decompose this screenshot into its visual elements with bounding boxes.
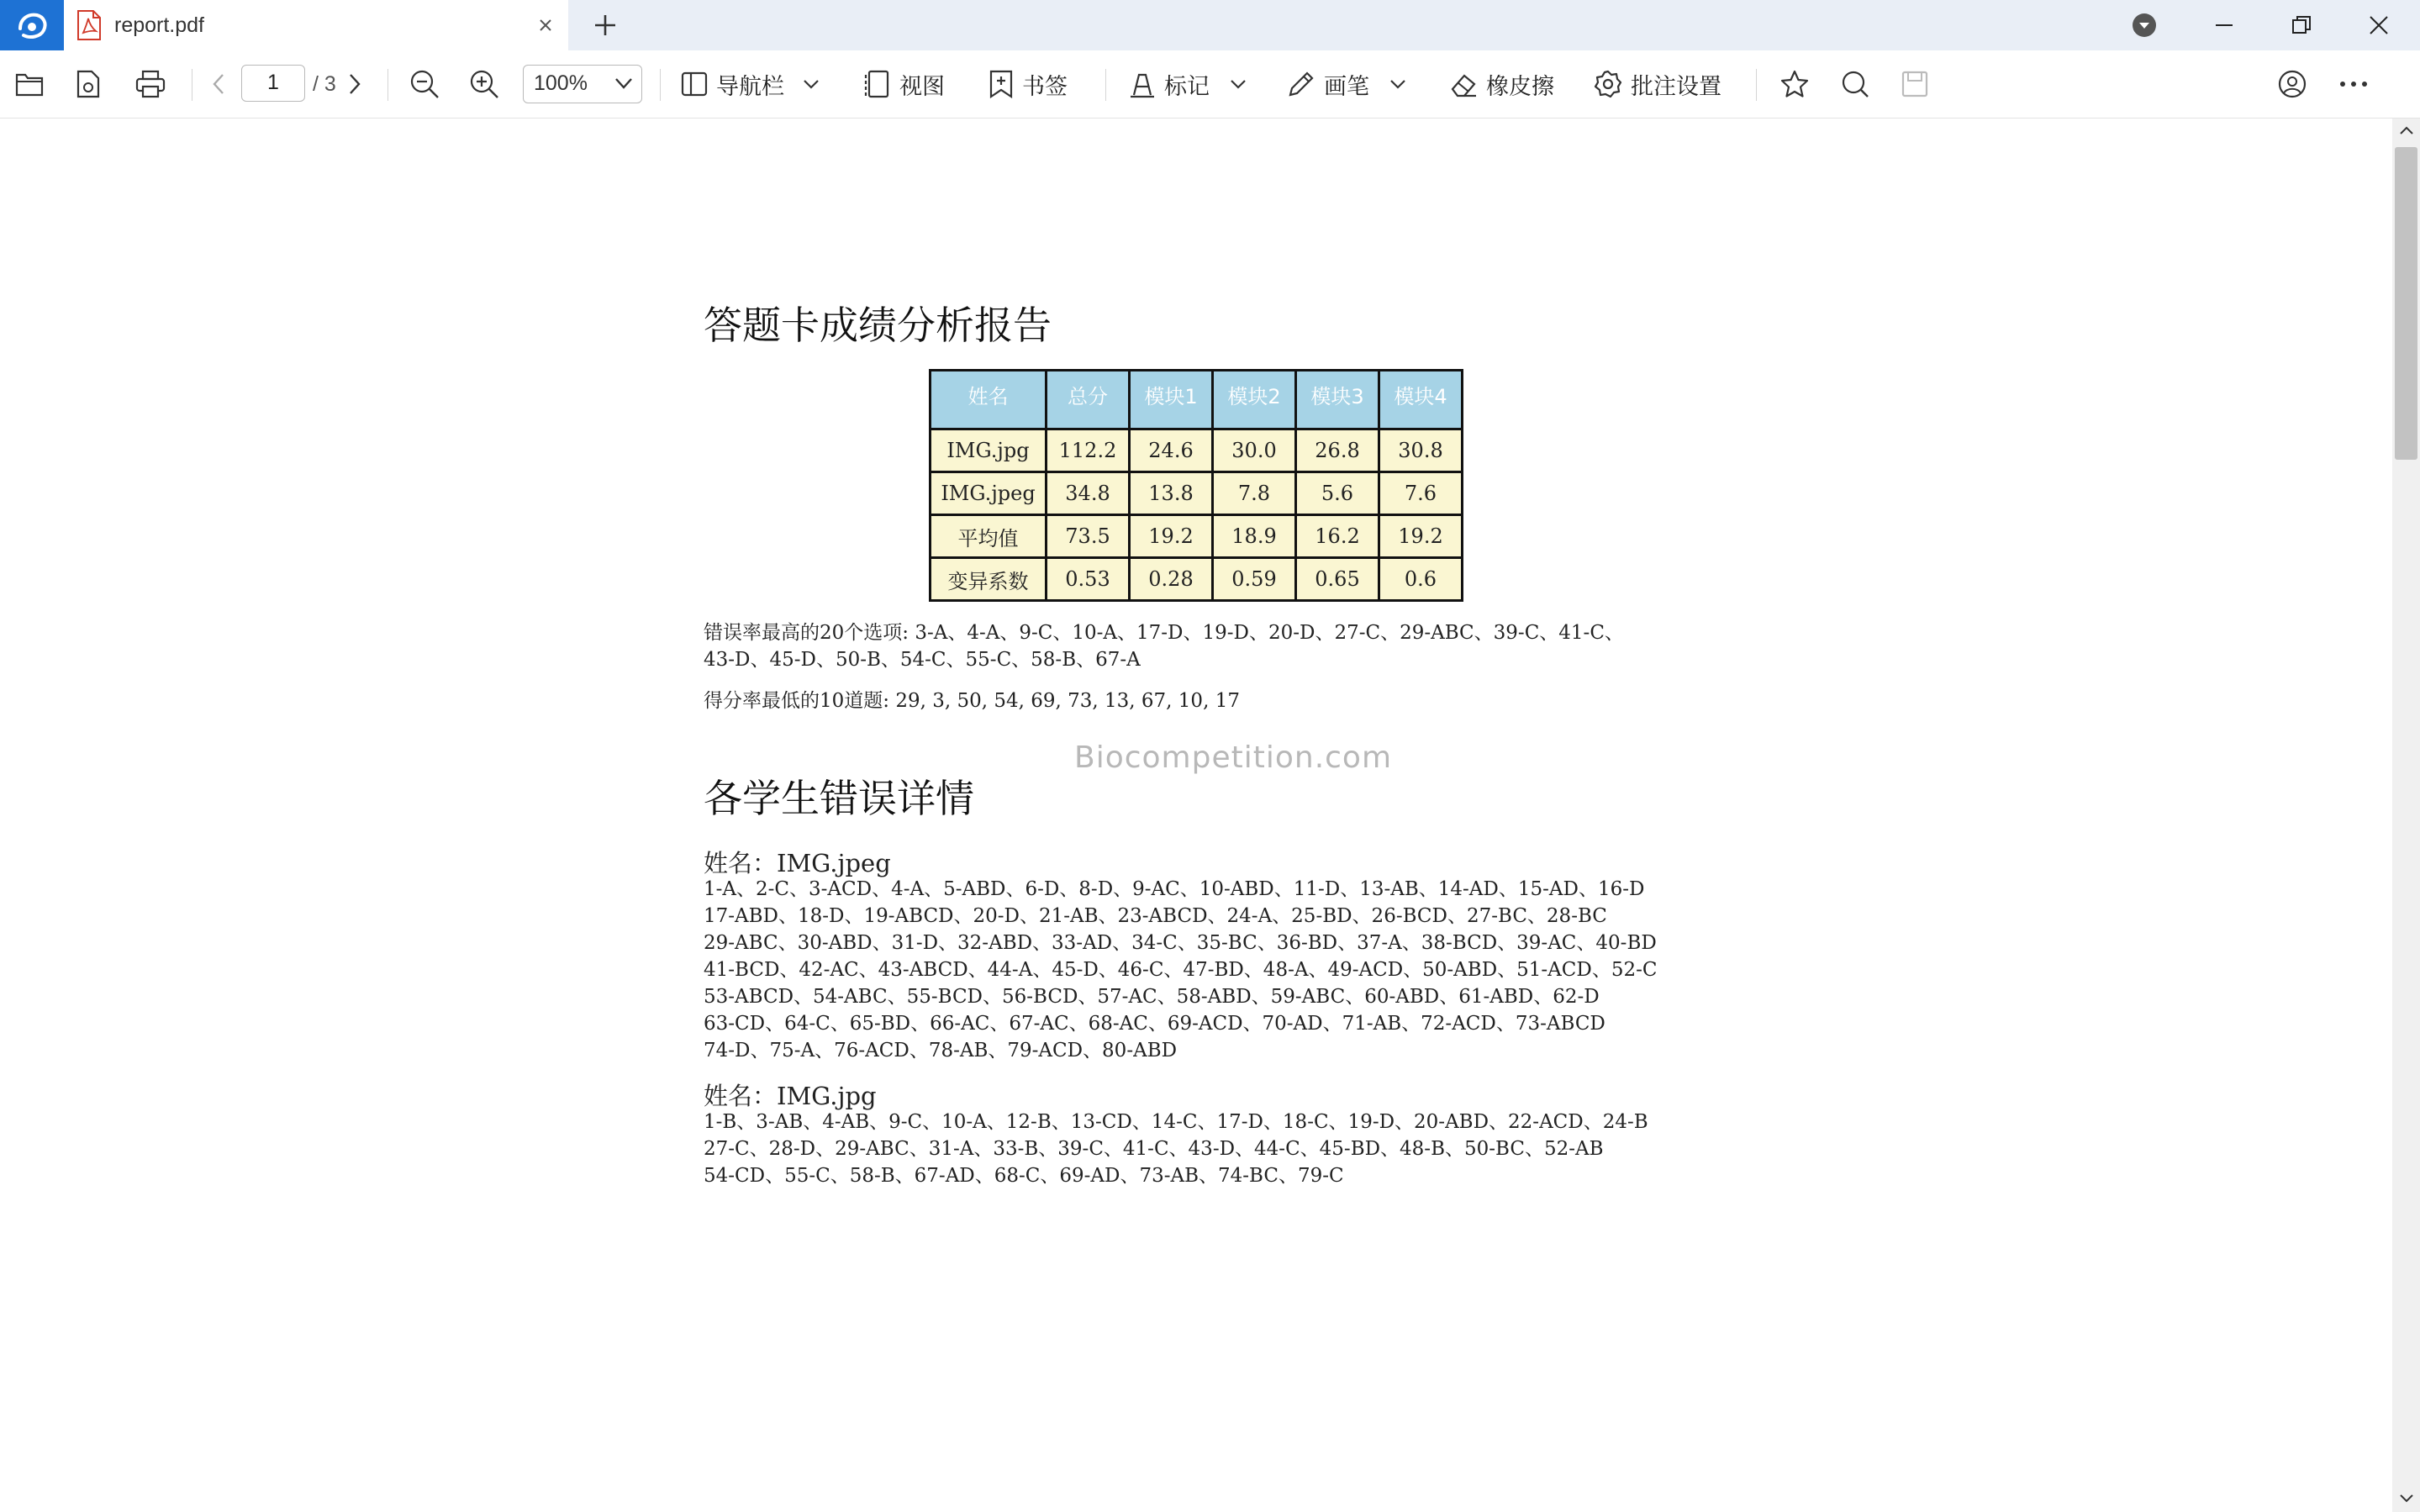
column-header: 模块4 xyxy=(1379,371,1463,429)
table-row xyxy=(931,472,1463,515)
eraser-label: 橡皮擦 xyxy=(1486,73,1554,100)
table-cell: 30.8 xyxy=(1379,429,1463,472)
page-view-icon xyxy=(864,70,891,98)
table-row xyxy=(931,515,1463,558)
error-line: 1-B、3-AB、4-AB、9-C、10-A、12-B、13-CD、14-C、17-D、18-C、19-D、20-ABD、22-ACD、24-B xyxy=(704,1111,1648,1133)
bookmark-add-icon xyxy=(989,70,1014,98)
favorite-button[interactable] xyxy=(1780,50,1809,118)
zoom-in-button[interactable] xyxy=(469,50,499,118)
zoom-in-icon xyxy=(469,69,499,99)
gear-icon xyxy=(1594,70,1622,98)
previous-page-button[interactable] xyxy=(211,50,226,118)
bookmark-label: 书签 xyxy=(1022,73,1068,100)
table-cell: 18.9 xyxy=(1213,515,1296,558)
table-cell: 112.2 xyxy=(1047,429,1130,472)
table-cell: 26.8 xyxy=(1296,429,1379,472)
bookmark-button[interactable] xyxy=(989,50,1068,118)
table-header-row xyxy=(931,371,1463,429)
sidebar-icon xyxy=(681,71,708,97)
table-cell: 16.2 xyxy=(1296,515,1379,558)
table-cell: 73.5 xyxy=(1047,515,1130,558)
save-file-button[interactable] xyxy=(76,50,101,118)
chevron-right-icon xyxy=(347,72,362,96)
app-logo-icon[interactable] xyxy=(0,0,64,50)
table-cell: 0.28 xyxy=(1130,558,1213,601)
table-cell: 24.6 xyxy=(1130,429,1213,472)
error-line: 74-D、75-A、76-ACD、78-AB、79-ACD、80-ABD xyxy=(704,1040,1178,1062)
error-options-line: 43-D、45-D、50-B、54-C、55-C、58-B、67-A xyxy=(704,649,1141,671)
search-icon xyxy=(1841,70,1869,98)
lowest-questions-text: 得分率最低的10道题: 29, 3, 50, 54, 69, 73, 13, 67, 10, 17 xyxy=(704,690,1240,712)
printer-icon xyxy=(135,70,166,98)
table-cell: 30.0 xyxy=(1213,429,1296,472)
chevron-down-icon xyxy=(803,78,820,90)
zoom-out-icon xyxy=(409,69,440,99)
close-tab-icon[interactable] xyxy=(531,11,560,40)
scroll-thumb[interactable] xyxy=(2395,147,2417,460)
new-tab-button[interactable] xyxy=(588,10,622,40)
score-table xyxy=(929,369,1463,602)
chevron-left-icon xyxy=(211,72,226,96)
draw-button[interactable] xyxy=(1287,50,1406,118)
table-cell: 5.6 xyxy=(1296,472,1379,515)
table-cell: 19.2 xyxy=(1379,515,1463,558)
zoom-out-button[interactable] xyxy=(409,50,440,118)
pdf-file-icon xyxy=(76,10,103,40)
table-cell: IMG.jpg xyxy=(931,429,1047,472)
eraser-button[interactable] xyxy=(1449,50,1554,118)
eraser-icon xyxy=(1449,71,1478,97)
annotation-settings-button[interactable] xyxy=(1594,50,1721,118)
section-title: 各学生错误详情 xyxy=(704,776,974,821)
scroll-down-icon[interactable] xyxy=(2399,1494,2414,1504)
student-error-list xyxy=(704,1109,1648,1189)
error-line: 54-CD、55-C、58-B、67-AD、68-C、69-AD、73-AB、74-BC、79-C xyxy=(704,1165,1344,1187)
report-title: 答题卡成绩分析报告 xyxy=(704,303,1052,348)
more-icon xyxy=(2338,80,2369,88)
error-options-line: 错误率最高的20个选项: 3-A、4-A、9-C、10-A、17-D、19-D、20-D、27-C、29-ABC、39-C、41-C、 xyxy=(704,622,1624,644)
pen-icon xyxy=(1287,70,1315,98)
table-cell: 0.53 xyxy=(1047,558,1130,601)
title-bar xyxy=(0,0,2420,50)
table-row xyxy=(931,558,1463,601)
table-cell: 平均值 xyxy=(931,515,1047,558)
error-line: 17-ABD、18-D、19-ABCD、20-D、21-AB、23-ABCD、24-A、25-BD、26-BCD、27-BC、28-BC xyxy=(704,905,1607,927)
search-button[interactable] xyxy=(1841,50,1869,118)
page-number-input[interactable]: 1 xyxy=(241,65,305,102)
column-header: 模块3 xyxy=(1296,371,1379,429)
open-file-button[interactable] xyxy=(15,50,44,118)
table-cell: IMG.jpeg xyxy=(931,472,1047,515)
student-name: 姓名：IMG.jpg xyxy=(704,1082,877,1110)
error-options-text xyxy=(704,619,1624,673)
profile-button[interactable] xyxy=(2278,50,2307,118)
scroll-up-icon[interactable] xyxy=(2399,125,2414,135)
table-cell: 0.6 xyxy=(1379,558,1463,601)
annotation-settings-label: 批注设置 xyxy=(1631,73,1721,100)
user-icon xyxy=(2278,70,2307,98)
tab-title: report.pdf xyxy=(114,13,205,37)
table-cell: 0.59 xyxy=(1213,558,1296,601)
highlight-label: 标记 xyxy=(1164,73,1210,100)
table-cell: 0.65 xyxy=(1296,558,1379,601)
table-cell: 19.2 xyxy=(1130,515,1213,558)
restore-button[interactable] xyxy=(2263,0,2340,50)
error-line: 53-ABCD、54-ABC、55-BCD、56-BCD、57-AC、58-ABD、59-ABC、60-ABD、61-ABD、62-D xyxy=(704,986,1600,1008)
error-line: 27-C、28-D、29-ABC、31-A、33-B、39-C、41-C、43-D、44-C、45-BD、48-B、50-BC、52-AB xyxy=(704,1138,1604,1160)
watermark: Biocompetition.com xyxy=(1074,740,1393,775)
table-row xyxy=(931,429,1463,472)
table-cell: 34.8 xyxy=(1047,472,1130,515)
account-dropdown-icon[interactable] xyxy=(2106,0,2183,50)
error-line: 41-BCD、42-AC、43-ABCD、44-A、45-D、46-C、47-BD、48-A、49-ACD、50-ABD、51-ACD、52-C xyxy=(704,959,1658,981)
chevron-down-icon xyxy=(614,76,633,90)
document-tab[interactable] xyxy=(64,0,568,50)
page-total-label: / 3 xyxy=(313,72,336,96)
save-icon xyxy=(1901,71,1928,97)
table-cell: 13.8 xyxy=(1130,472,1213,515)
view-label: 视图 xyxy=(899,73,945,100)
minimize-button[interactable] xyxy=(2185,0,2263,50)
draw-label: 画笔 xyxy=(1324,73,1369,100)
zoom-level-select[interactable] xyxy=(523,65,642,103)
navigation-pane-button[interactable] xyxy=(681,50,820,118)
close-window-button[interactable] xyxy=(2340,0,2417,50)
view-button[interactable] xyxy=(864,50,945,118)
column-header: 姓名 xyxy=(931,371,1047,429)
zoom-level-value: 100% xyxy=(534,71,588,95)
highlight-button[interactable] xyxy=(1129,50,1247,118)
error-line: 1-A、2-C、3-ACD、4-A、5-ABD、6-D、8-D、9-AC、10-ABD、11-D、13-AB、14-AD、15-AD、16-D xyxy=(704,878,1645,900)
highlighter-icon xyxy=(1129,70,1156,98)
table-cell: 7.6 xyxy=(1379,472,1463,515)
chevron-down-icon xyxy=(1389,78,1406,90)
error-line: 29-ABC、30-ABD、31-D、32-ABD、33-AD、34-C、35-BC、36-BD、37-A、38-BCD、39-AC、40-BD xyxy=(704,932,1657,954)
file-save-icon xyxy=(76,70,101,98)
document-page xyxy=(0,119,2392,1512)
next-page-button[interactable] xyxy=(347,50,362,118)
save-button[interactable] xyxy=(1901,50,1928,118)
column-header: 总分 xyxy=(1047,371,1130,429)
student-name: 姓名：IMG.jpeg xyxy=(704,849,891,877)
table-cell: 7.8 xyxy=(1213,472,1296,515)
student-error-list xyxy=(704,876,1657,1064)
print-button[interactable] xyxy=(135,50,166,118)
column-header: 模块2 xyxy=(1213,371,1296,429)
column-header: 模块1 xyxy=(1130,371,1213,429)
chevron-down-icon xyxy=(1230,78,1247,90)
error-line: 63-CD、64-C、65-BD、66-AC、67-AC、68-AC、69-ACD、70-AD、71-AB、72-ACD、73-ABCD xyxy=(704,1013,1605,1035)
navigation-pane-label: 导航栏 xyxy=(716,73,784,100)
folder-icon xyxy=(15,71,44,97)
star-icon xyxy=(1780,70,1809,98)
table-cell: 变异系数 xyxy=(931,558,1047,601)
pdf-toolbar xyxy=(0,50,2420,119)
more-options-button[interactable] xyxy=(2338,50,2369,118)
